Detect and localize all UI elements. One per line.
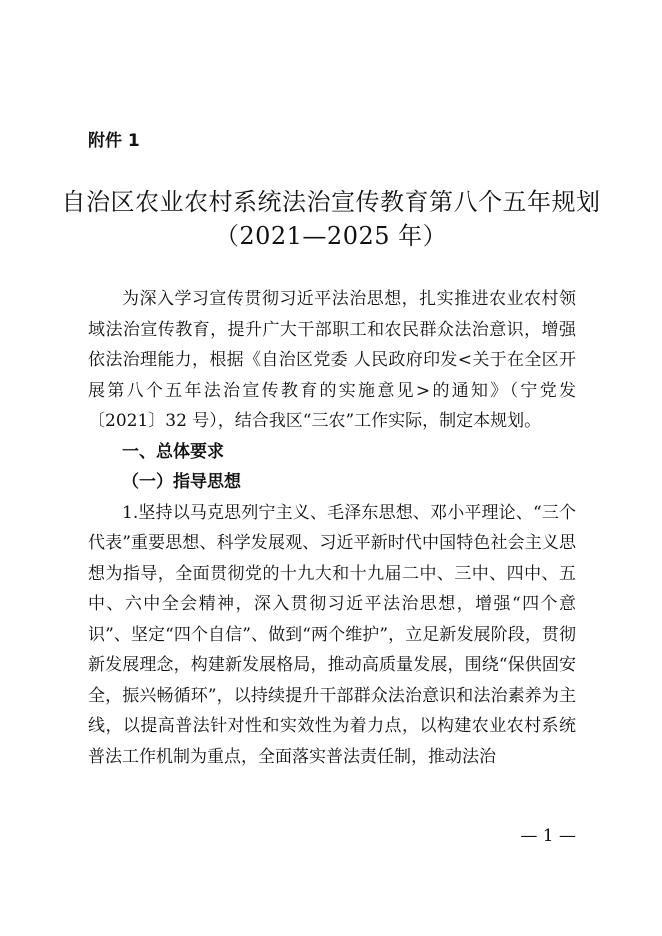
intro-paragraph: 为深入学习宣传贯彻习近平法治思想，扎实推进农业农村领域法治宣传教育，提升广大干部职工和农民群众法治意识，增强依法治理能力，根据《自治区党委 人民政府印发<关于在全区开展第八个五年法治宣传教育的实施意见>的通知》（宁党发〔2021〕32 号），结合我区“三农”工作实际，制定本规划。 [88, 289, 576, 431]
document-body [88, 284, 576, 772]
section-heading: 一、总体要求 [122, 441, 224, 462]
document-title-years: （2021—2025 年） [214, 222, 448, 250]
body-paragraph: 1.坚持以马克思列宁主义、毛泽东思想、邓小平理论、“三个代表”重要思想、科学发展观、习近平新时代中国特色社会主义思想为指导，全面贯彻党的十九大和十九届二中、三中、四中、五中、六中全会精神，深入贯彻习近平法治思想，增强“四个意识”、坚定“四个自信”、做到“两个维护”，立足新发展阶段，贯彻新发展理念，构建新发展格局，推动高质量发展，围绕“保供固安全，振兴畅循环”，以持续提升干部群众法治意识和法治素养为主线，以提高普法针对性和实效性为着力点，以构建农业农村系统普法工作机制为重点，全面落实普法责任制，推动法治 [88, 502, 576, 767]
document-title: 自治区农业农村系统法治宣传教育第八个五年规划 [61, 188, 601, 216]
page-number: — 1 — [520, 826, 576, 846]
attachment-label: 附件 1 [88, 131, 140, 151]
subsection-heading: （一）指导思想 [122, 472, 241, 492]
